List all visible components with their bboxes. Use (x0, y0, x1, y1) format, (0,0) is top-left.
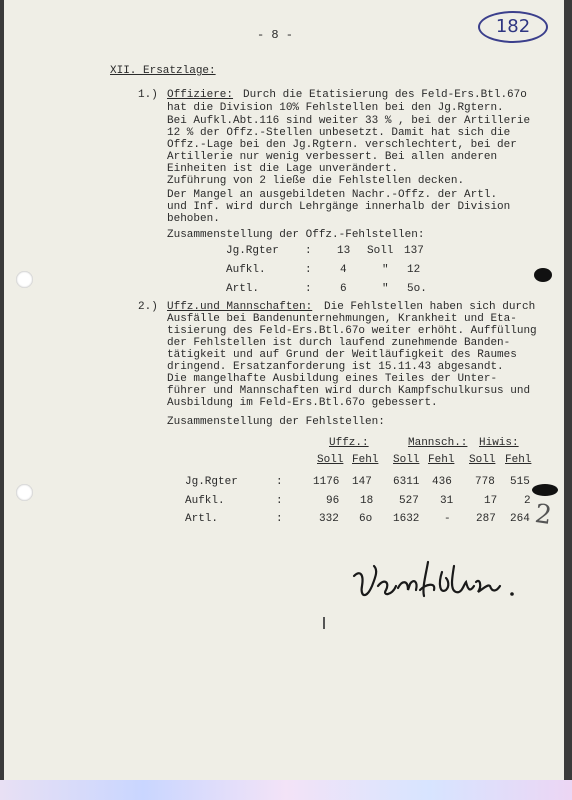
row-colon: : (305, 245, 312, 257)
document-page (4, 0, 564, 780)
punch-hole (16, 271, 33, 288)
row-unit: Aufkl. (185, 495, 225, 507)
row-unit: Artl. (226, 283, 260, 295)
punch-hole (16, 484, 33, 501)
item2-line: Die mangelhafte Ausbildung eines Teiles der Unter- (167, 373, 498, 385)
row-colon: : (276, 476, 283, 488)
item1-line: Artillerie nur wenig verbessert. Bei allen anderen (167, 151, 498, 163)
row-soll: 137 (404, 245, 424, 257)
cell: 436 (432, 476, 452, 488)
col-subhead: Soll (393, 454, 420, 466)
item1-line: und Inf. wird durch Lehrgänge innerhalb der Division (167, 201, 511, 213)
cell: 6o (359, 513, 373, 525)
cell: 17 (484, 495, 498, 507)
row-colon: : (305, 264, 312, 276)
cell: 31 (440, 495, 454, 507)
ink-blot (532, 484, 558, 496)
col-subhead: Fehl (505, 454, 532, 466)
ink-blot (534, 268, 552, 282)
col-subhead: Fehl (352, 454, 379, 466)
margin-mark: 2 (532, 498, 554, 532)
item2-number: 2.) (138, 301, 158, 313)
section-heading: XII. Ersatzlage: (110, 65, 216, 77)
group-header: Hiwis: (479, 437, 519, 449)
row-soll-label: " (382, 283, 389, 295)
item2-line: tisierung des Feld-Ers.Btl.67o weiter erhöht. Auffüllung (167, 325, 537, 337)
item1-title: Offiziere: (167, 89, 234, 101)
page-number: - 8 - (257, 28, 294, 42)
row-soll: 5o. (407, 283, 427, 295)
group-header: Mannsch.: (408, 437, 468, 449)
item1-line: behoben. (167, 213, 220, 225)
cell: 527 (399, 495, 419, 507)
cell: 2 (524, 495, 531, 507)
item1-line: hat die Division 10% Fehlstellen bei den Jg.Rgtern. (167, 102, 504, 114)
cell: - (444, 513, 451, 525)
item1-summary-title: Zusammenstellung der Offz.-Fehlstellen: (167, 229, 425, 241)
cell: 6311 (393, 476, 420, 488)
row-colon: : (305, 283, 312, 295)
item1-line: 12 % der Offz.-Stellen unbesetzt. Damit hat sich die (167, 127, 511, 139)
row-fehl: 6 (340, 283, 347, 295)
item2-line: tätigkeit und auf Grund der Weitläufigkeit des Raumes (167, 349, 517, 361)
item2-line: Ausbildung im Feld-Ers.Btl.67o gebessert. (167, 397, 438, 409)
row-soll-label: Soll (367, 245, 394, 257)
row-colon: : (276, 495, 283, 507)
cell: 287 (476, 513, 496, 525)
item1-line: Der Mangel an ausgebildeten Nachr.-Offz. der Artl. (167, 189, 498, 201)
cell: 515 (510, 476, 530, 488)
pen-mark (323, 617, 325, 629)
item1-line: Einheiten ist die Lage unverändert. (167, 163, 399, 175)
col-subhead: Soll (317, 454, 344, 466)
cell: 147 (352, 476, 372, 488)
row-fehl: 13 (337, 245, 351, 257)
group-header: Uffz.: (329, 437, 369, 449)
cell: 1632 (393, 513, 420, 525)
cell: 332 (319, 513, 339, 525)
row-soll-label: " (382, 264, 389, 276)
archive-stamp-number: 182 (495, 16, 531, 37)
item2-line: Die Fehlstellen haben sich durch (324, 301, 536, 313)
item2-line: dringend. Ersatzanforderung ist 15.11.43 abgesandt. (167, 361, 504, 373)
cell: 264 (510, 513, 530, 525)
cell: 96 (326, 495, 340, 507)
item1-line: Zuführung von 2 ließe die Fehlstellen decken. (167, 175, 465, 187)
col-subhead: Soll (469, 454, 496, 466)
row-colon: : (276, 513, 283, 525)
item1-number: 1.) (138, 89, 158, 101)
cell: 1176 (313, 476, 340, 488)
signature (350, 556, 520, 617)
item1-line: Offz.-Lage bei den Jg.Rgtern. verschlechtert, bei der (167, 139, 517, 151)
item2-line: Ausfälle bei Bandenunternehmungen, Krankheit und Eta- (167, 313, 517, 325)
row-unit: Aufkl. (226, 264, 266, 276)
cell: 778 (475, 476, 495, 488)
item2-line: führer und Mannschaften wird durch Kampfschulkursus und (167, 385, 531, 397)
archive-stamp (478, 11, 548, 43)
row-unit: Artl. (185, 513, 219, 525)
row-unit: Jg.Rgter (226, 245, 279, 257)
item2-line: der Fehlstellen ist durch laufend zunehmende Banden- (167, 337, 511, 349)
item2-summary-title: Zusammenstellung der Fehlstellen: (167, 416, 385, 428)
row-soll: 12 (407, 264, 421, 276)
item1-line: Bei Aufkl.Abt.116 sind weiter 33 % , bei der Artillerie (167, 115, 531, 127)
row-unit: Jg.Rgter (185, 476, 238, 488)
signature-scribble (350, 556, 520, 612)
scan-margin-strip (0, 780, 572, 800)
row-fehl: 4 (340, 264, 347, 276)
col-subhead: Fehl (428, 454, 455, 466)
item2-title: Uffz.und Mannschaften: (167, 301, 313, 313)
cell: 18 (360, 495, 374, 507)
item1-line: Durch die Etatisierung des Feld-Ers.Btl.67o (243, 89, 527, 101)
